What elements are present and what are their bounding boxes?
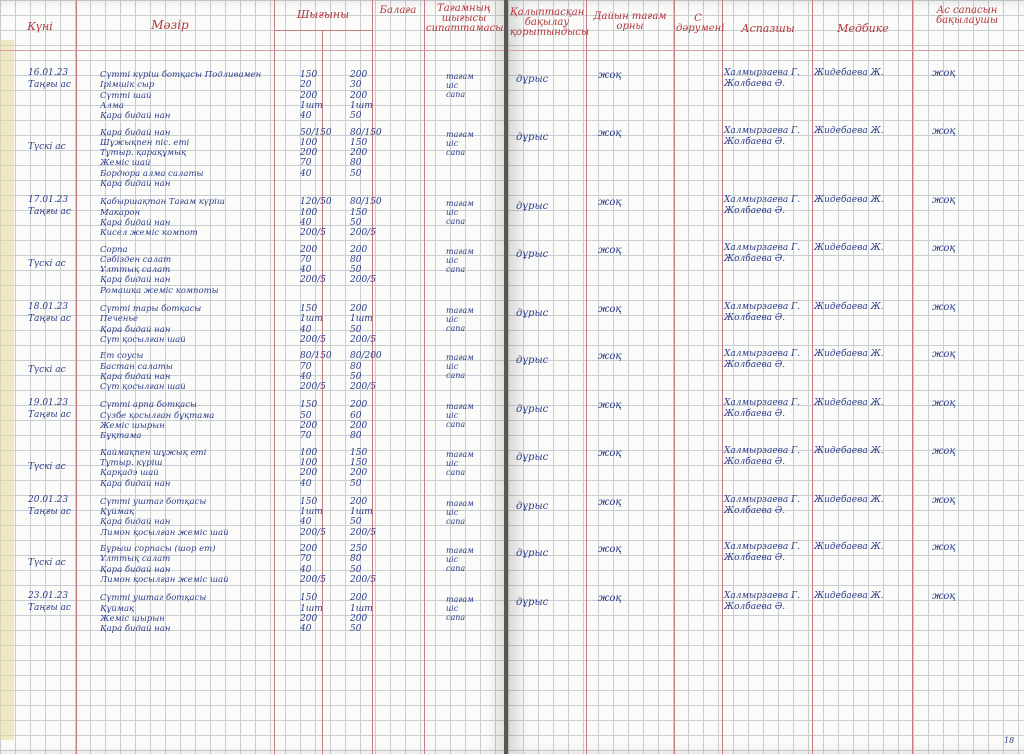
- amount-value: 50: [300, 410, 312, 421]
- header-nurse: Медбике: [837, 22, 889, 35]
- nurse-name: Жидебаева Ж.: [814, 591, 884, 602]
- cook-name: Жолбаева Ә.: [724, 313, 786, 323]
- dish-description: тағам: [446, 449, 474, 459]
- cook-name: Жолбаева Ә.: [724, 505, 786, 516]
- rule: [0, 50, 504, 51]
- per-child-value: 50: [350, 517, 362, 528]
- day-date: 20.01.23: [28, 494, 69, 505]
- dish-name: Сүтті күріш ботқасы Подливамен: [100, 70, 262, 80]
- amount-value: 200: [300, 544, 318, 554]
- amount-value: 100: [300, 137, 318, 148]
- header-control: Қалыптасқан бақылау қорытындысы: [510, 7, 590, 38]
- dish-name: Жеміс шай: [100, 158, 151, 169]
- meal-label: Таңғы ас: [28, 80, 71, 90]
- per-child-value: 200: [350, 244, 368, 255]
- dish-description: иіс: [446, 507, 459, 517]
- per-child-value: 200: [350, 496, 368, 507]
- quality-result: дұрыс: [516, 355, 549, 367]
- finished-dish-place: жоқ: [598, 244, 622, 256]
- per-child-value: 150: [350, 137, 368, 148]
- per-child-value: 200/5: [350, 334, 376, 345]
- dish-name: Лимон қосылған жеміс шай: [100, 527, 229, 538]
- quality-control-value: жоқ: [932, 125, 956, 137]
- amount-value: 150: [300, 304, 318, 314]
- dish-description: сапа: [446, 264, 466, 274]
- rule: [722, 0, 723, 754]
- dish-description: сапа: [446, 217, 466, 227]
- meal-label: Түскі ас: [28, 558, 66, 568]
- dish-description: иіс: [446, 138, 459, 148]
- amount-value: 50/150: [300, 127, 332, 138]
- meal-label: Түскі ас: [28, 461, 66, 472]
- per-child-value: 200/5: [350, 228, 376, 239]
- per-child-value: 200/5: [350, 527, 376, 538]
- amount-value: 200: [300, 148, 318, 159]
- dish-name: Қара бидай нан: [100, 111, 171, 122]
- header-place: Дайын тағам орны: [593, 11, 667, 32]
- dish-description: сапа: [446, 516, 466, 526]
- dish-description: иіс: [446, 315, 459, 324]
- dish-name: Қара бидай нан: [100, 127, 171, 138]
- quality-result: дұрыс: [516, 74, 549, 85]
- rule: [76, 0, 77, 754]
- finished-dish-place: жоқ: [598, 593, 622, 605]
- amount-value: 200: [300, 421, 318, 431]
- dish-description: тағам: [446, 353, 474, 363]
- amount-value: 200: [300, 90, 318, 101]
- amount-value: 200: [300, 468, 318, 479]
- dish-name: Сорпа: [100, 244, 128, 255]
- dish-description: тағам: [446, 72, 474, 81]
- rule: [912, 0, 913, 754]
- cook-name: Халмырзаева Г.: [724, 68, 800, 78]
- dish-description: сапа: [446, 467, 466, 477]
- meal-label: Таңғы ас: [28, 603, 71, 614]
- quality-result: дұрыс: [516, 451, 549, 463]
- nurse-name: Жидебаева Ж.: [814, 349, 884, 360]
- amount-value: 70: [300, 431, 312, 442]
- per-child-value: 150: [350, 207, 368, 218]
- per-child-value: 30: [350, 80, 362, 91]
- dish-description: сапа: [446, 90, 466, 99]
- amount-value: 200/5: [300, 574, 326, 585]
- quality-control-value: жоқ: [932, 591, 956, 603]
- dish-name: Сүтті тары ботқасы: [100, 304, 202, 314]
- nurse-name: Жидебаева Ж.: [814, 125, 884, 136]
- amount-value: 150: [300, 400, 318, 411]
- quality-result: дұрыс: [516, 597, 549, 609]
- quality-control-value: жоқ: [932, 398, 956, 410]
- amount-value: 200/5: [300, 228, 326, 239]
- per-child-value: 50: [350, 371, 362, 382]
- dish-name: Қара бидай нан: [100, 624, 171, 635]
- dish-description: тағам: [446, 306, 474, 315]
- rule: [274, 0, 275, 754]
- page-edge: [0, 40, 14, 740]
- per-child-value: 200: [350, 304, 368, 314]
- cook-name: Халмырзаева Г.: [724, 542, 800, 552]
- quality-control-value: жоқ: [932, 349, 956, 361]
- cook-name: Халмырзаева Г.: [724, 195, 800, 206]
- amount-value: 100: [300, 447, 318, 458]
- quality-result: дұрыс: [516, 404, 549, 416]
- meal-label: Түскі ас: [28, 141, 66, 152]
- dish-name: Қара бидай нан: [100, 371, 171, 382]
- finished-dish-place: жоқ: [598, 447, 622, 459]
- dish-name: Сүтті уштаг ботқасы: [100, 593, 207, 604]
- dish-description: тағам: [446, 498, 474, 508]
- header-amount: Шығыны: [296, 8, 350, 21]
- finished-dish-place: жоқ: [598, 127, 622, 139]
- dish-name: Қарқадэ шай: [100, 468, 159, 479]
- dish-name: Бастан салаты: [100, 361, 173, 372]
- amount-value: 80/150: [300, 351, 332, 362]
- per-child-value: 200: [350, 70, 368, 80]
- dish-name: Тұтыр. күріш: [100, 457, 163, 468]
- per-child-value: 250: [350, 544, 368, 554]
- dish-description: иіс: [446, 458, 459, 468]
- per-child-value: 200: [350, 468, 368, 479]
- dish-name: Лимон қосылған жеміс шай: [100, 574, 229, 585]
- nurse-name: Жидебаева Ж.: [814, 445, 884, 456]
- per-child-value: 50: [350, 265, 362, 276]
- amount-value: 150: [300, 496, 318, 507]
- per-child-value: 150: [350, 457, 368, 468]
- per-child-value: 80/150: [350, 197, 382, 208]
- nurse-name: Жидебаева Ж.: [814, 494, 884, 505]
- amount-value: 120/50: [300, 197, 332, 208]
- per-child-value: 80/200: [350, 351, 382, 362]
- finished-dish-place: жоқ: [598, 197, 622, 209]
- finished-dish-place: жоқ: [598, 304, 622, 315]
- meal-label: Таңғы ас: [28, 207, 71, 218]
- amount-value: 1шт: [300, 603, 323, 614]
- dish-name: Сүзбе қосылған бұқтама: [100, 410, 215, 421]
- amount-value: 100: [300, 457, 318, 468]
- quality-control-value: жоқ: [932, 445, 956, 457]
- dish-description: иіс: [446, 255, 459, 265]
- meal-label: Таңғы ас: [28, 410, 71, 421]
- quality-control-value: жоқ: [932, 494, 956, 506]
- cook-name: Халмырзаева Г.: [724, 302, 800, 312]
- per-child-value: 80/150: [350, 127, 382, 138]
- dish-name: Сүт қосылған шай: [100, 334, 186, 345]
- amount-value: 40: [300, 217, 312, 228]
- dish-name: Бордюра алма салаты: [100, 168, 204, 179]
- quality-control-value: жоқ: [932, 68, 956, 79]
- header-quality-control: Ас сапасын бақылаушы: [935, 5, 998, 26]
- quality-control-value: жоқ: [932, 242, 956, 254]
- dish-description: сапа: [446, 147, 466, 157]
- dish-name: Сүт қосылған шай: [100, 382, 186, 393]
- dish-description: иіс: [446, 81, 459, 90]
- amount-value: 40: [300, 517, 312, 528]
- amount-value: 40: [300, 111, 312, 122]
- header-cook: Аспазшы: [741, 22, 795, 35]
- dish-name: Ромашка жеміс компоты: [100, 285, 219, 296]
- rule: [586, 0, 587, 754]
- dish-description: тағам: [446, 199, 474, 209]
- day-date: 19.01.23: [28, 398, 69, 409]
- per-child-value: 50: [350, 564, 362, 575]
- nurse-name: Жидебаева Ж.: [814, 302, 884, 312]
- dish-description: тағам: [446, 246, 474, 256]
- per-child-value: 80: [350, 431, 362, 442]
- dish-description: сапа: [446, 371, 466, 381]
- amount-value: 200/5: [300, 275, 326, 286]
- per-child-value: 200: [350, 400, 368, 411]
- per-child-value: 1шт: [350, 507, 373, 518]
- amount-value: 200/5: [300, 334, 326, 345]
- cook-name: Халмырзаева Г.: [724, 398, 800, 409]
- amount-value: 40: [300, 478, 312, 489]
- per-child-value: 150: [350, 447, 368, 458]
- dish-description: тағам: [446, 129, 474, 139]
- amount-value: 200/5: [300, 382, 326, 393]
- header-menu: Мәзір: [151, 18, 189, 32]
- dish-description: иіс: [446, 411, 459, 421]
- cook-name: Халмырзаева Г.: [724, 125, 800, 136]
- day-date: 17.01.23: [28, 195, 69, 206]
- amount-value: 40: [300, 371, 312, 382]
- dish-name: Сүтті шай: [100, 90, 152, 101]
- per-child-value: 200/5: [350, 382, 376, 393]
- dish-name: Ұлттық салат: [100, 554, 171, 565]
- header-description: Тағамның шығысы сипаттамасы: [426, 3, 504, 34]
- dish-description: сапа: [446, 324, 466, 333]
- amount-value: 20: [300, 80, 312, 91]
- dish-name: Шұжықпен піс. еті: [100, 137, 190, 148]
- nurse-name: Жидебаева Ж.: [814, 68, 884, 78]
- dish-name: Сүтті уштаг ботқасы: [100, 496, 207, 507]
- cook-name: Жолбаева Ә.: [724, 79, 786, 89]
- dish-name: Бұқтама: [100, 431, 142, 442]
- dish-name: Құймақ: [100, 507, 135, 518]
- quality-result: дұрыс: [516, 201, 549, 213]
- dish-name: Ірімшік сыр: [100, 80, 155, 91]
- rule: [812, 0, 813, 754]
- quality-control-value: жоқ: [932, 542, 956, 553]
- cook-name: Жолбаева Ә.: [724, 206, 786, 217]
- day-date: 23.01.23: [28, 591, 69, 602]
- dish-name: Ет соусы: [100, 351, 144, 362]
- quality-result: дұрыс: [516, 131, 549, 143]
- dish-description: иіс: [446, 362, 459, 372]
- cook-name: Халмырзаева Г.: [724, 494, 800, 505]
- per-child-value: 1шт: [350, 100, 373, 111]
- dish-description: сапа: [446, 564, 466, 573]
- dish-name: Құймақ: [100, 603, 135, 614]
- dish-name: Қара бидай нан: [100, 517, 171, 528]
- per-child-value: 200: [350, 148, 368, 159]
- cook-name: Жолбаева Ә.: [724, 253, 786, 264]
- per-child-value: 50: [350, 217, 362, 228]
- dish-description: иіс: [446, 555, 459, 564]
- per-child-value: 200/5: [350, 574, 376, 585]
- cook-name: Жолбаева Ә.: [724, 553, 786, 563]
- meal-label: Түскі ас: [28, 258, 66, 269]
- dish-name: Жеміс шырын: [100, 421, 165, 431]
- quality-result: дұрыс: [516, 548, 549, 559]
- meal-label: Таңғы ас: [28, 506, 71, 517]
- per-child-value: 50: [350, 168, 362, 179]
- quality-control-value: жоқ: [932, 195, 956, 207]
- finished-dish-place: жоқ: [598, 400, 622, 412]
- dish-name: Жеміс шырын: [100, 613, 165, 624]
- per-child-value: 200: [350, 90, 368, 101]
- per-child-value: 200: [350, 593, 368, 604]
- dish-name: Қаймақпен шұжық еті: [100, 447, 207, 458]
- cook-name: Жолбаева Ә.: [724, 136, 786, 147]
- dish-name: Қара бидай нан: [100, 324, 171, 335]
- finished-dish-place: жоқ: [598, 70, 622, 81]
- per-child-value: 50: [350, 624, 362, 635]
- dish-name: Печенье: [100, 314, 139, 325]
- header-day: Күні: [27, 20, 53, 33]
- amount-value: 200: [300, 244, 318, 255]
- amount-value: 40: [300, 265, 312, 276]
- cook-name: Жолбаева Ә.: [724, 456, 786, 467]
- cook-name: Жолбаева Ә.: [724, 409, 786, 420]
- amount-value: 150: [300, 70, 318, 80]
- dish-name: Бұрыш сорпасы (шор ет): [100, 544, 216, 554]
- page-number: 18: [1004, 736, 1015, 745]
- per-child-value: 200/5: [350, 275, 376, 286]
- per-child-value: 60: [350, 410, 362, 421]
- nurse-name: Жидебаева Ж.: [814, 195, 884, 206]
- rule: [372, 0, 373, 754]
- dish-description: тағам: [446, 595, 474, 605]
- per-child-value: 50: [350, 324, 362, 335]
- cook-name: Халмырзаева Г.: [724, 242, 800, 253]
- nurse-name: Жидебаева Ж.: [814, 542, 884, 552]
- rule: [508, 50, 1024, 51]
- cook-name: Халмырзаева Г.: [724, 591, 800, 602]
- amount-value: 40: [300, 324, 312, 335]
- per-child-value: 80: [350, 554, 362, 565]
- per-child-value: 50: [350, 478, 362, 489]
- dish-name: Кисел жеміс компот: [100, 228, 198, 239]
- per-child-value: 80: [350, 254, 362, 265]
- day-date: 18.01.23: [28, 302, 69, 312]
- cook-name: Халмырзаева Г.: [724, 445, 800, 456]
- dish-description: сапа: [446, 420, 466, 430]
- amount-value: 1шт: [300, 314, 323, 325]
- dish-name: Қара бидай нан: [100, 217, 171, 228]
- rule: [674, 0, 675, 754]
- amount-value: 70: [300, 361, 312, 372]
- day-date: 16.01.23: [28, 68, 69, 78]
- quality-result: дұрыс: [516, 248, 549, 260]
- dish-name: Макарон: [100, 207, 141, 218]
- rule: [424, 0, 425, 754]
- nurse-name: Жидебаева Ж.: [814, 242, 884, 253]
- dish-description: иіс: [446, 604, 459, 614]
- dish-name: Алма: [100, 100, 124, 111]
- per-child-value: 200: [350, 421, 368, 431]
- finished-dish-place: жоқ: [598, 544, 622, 555]
- dish-name: Ұлттық салат: [100, 265, 171, 276]
- per-child-value: 80: [350, 158, 362, 169]
- cook-name: Халмырзаева Г.: [724, 349, 800, 360]
- quality-result: дұрыс: [516, 308, 549, 319]
- amount-value: 70: [300, 554, 312, 565]
- cook-name: Жолбаева Ә.: [724, 360, 786, 371]
- amount-value: 40: [300, 624, 312, 635]
- per-child-value: 50: [350, 111, 362, 122]
- amount-value: 1шт: [300, 100, 323, 111]
- dish-description: иіс: [446, 208, 459, 218]
- finished-dish-place: жоқ: [598, 496, 622, 508]
- header-vitamin: С дәрумені: [676, 13, 725, 34]
- dish-name: Қара бидай нан: [100, 275, 171, 286]
- dish-name: Қара бидай нан: [100, 478, 171, 489]
- nurse-name: Жидебаева Ж.: [814, 398, 884, 409]
- meal-label: Таңғы ас: [28, 314, 71, 324]
- dish-description: сапа: [446, 613, 466, 623]
- meal-label: Түскі ас: [28, 365, 66, 376]
- header-per-child: Балаға: [379, 5, 417, 16]
- amount-value: 150: [300, 593, 318, 604]
- amount-value: 200: [300, 613, 318, 624]
- rule: [274, 30, 372, 31]
- per-child-value: 200: [350, 613, 368, 624]
- dish-name: Қара бидай нан: [100, 179, 171, 189]
- amount-value: 70: [300, 254, 312, 265]
- amount-value: 100: [300, 207, 318, 218]
- finished-dish-place: жоқ: [598, 351, 622, 363]
- dish-name: Сәбізден салат: [100, 254, 172, 265]
- quality-control-value: жоқ: [932, 302, 956, 313]
- amount-value: 40: [300, 168, 312, 179]
- per-child-value: 1шт: [350, 314, 373, 325]
- dish-name: Сүтті арпа ботқасы: [100, 400, 197, 411]
- amount-value: 1шт: [300, 507, 323, 518]
- quality-result: дұрыс: [516, 500, 549, 512]
- per-child-value: 1шт: [350, 603, 373, 614]
- dish-name: Қабыршақтан Тағам күріш: [100, 197, 225, 208]
- dish-description: тағам: [446, 402, 474, 412]
- dish-name: Қара бидай нан: [100, 564, 171, 575]
- per-child-value: 80: [350, 361, 362, 372]
- amount-value: 40: [300, 564, 312, 575]
- cook-name: Жолбаева Ә.: [724, 602, 786, 613]
- dish-name: Тұтыр. қарақұмық: [100, 148, 187, 159]
- amount-value: 70: [300, 158, 312, 169]
- dish-description: тағам: [446, 546, 474, 555]
- amount-value: 200/5: [300, 527, 326, 538]
